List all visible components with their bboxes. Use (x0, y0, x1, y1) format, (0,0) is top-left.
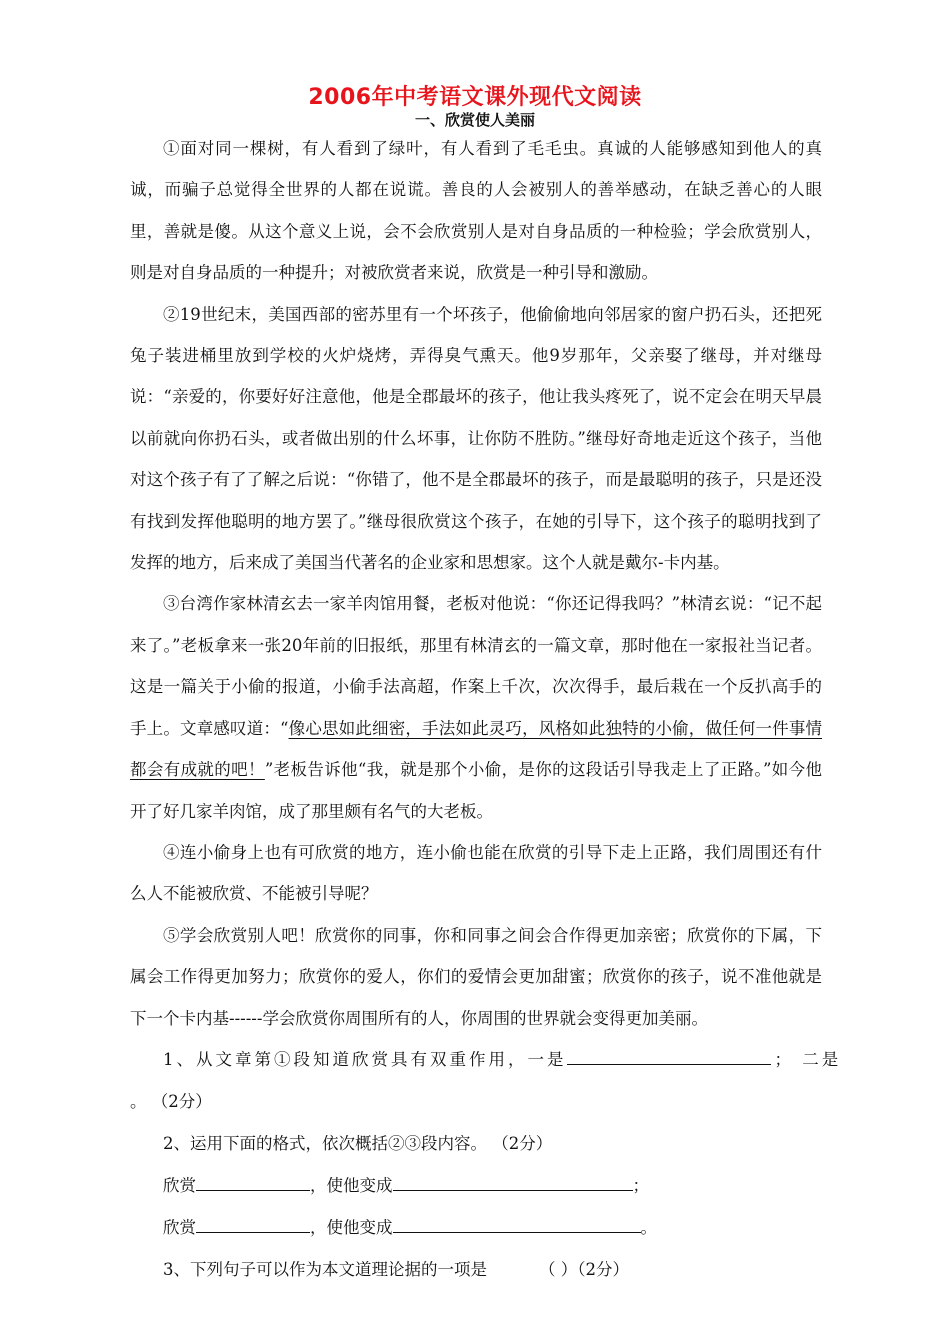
answer-blank-2d[interactable] (393, 1216, 641, 1233)
paragraph-2: ②19世纪末，美国西部的密苏里有一个坏孩子，他偷偷地向邻居家的窗户扔石头，还把死兔子装进桶里放到学校的火炉烧烤，弄得臭气熏天。他9岁那年，父亲娶了继母，并对继母说：“亲爱的，你要好好注意他，他是全郡最坏的孩子，他让我头疼死了，说不定会在明天早晨以前就向你扔石头，或者做出别的什么坏事，让你防不胜防。”继母好奇地走近这个孩子，当他对这个孩子有了了解之后说：“你错了，他不是全郡最坏的孩子，而是最聪明的孩子，只是还没有找到发挥他聪明的地方罢了。”继母很欣赏这个孩子，在她的引导下，这个孩子的聪明找到了发挥的地方，后来成了美国当代著名的企业家和思想家。这个人就是戴尔-卡内基。 (130, 304, 822, 573)
page-title: 2006年中考语文课外现代文阅读 (308, 85, 642, 110)
question-1-line-2: 。 （2分） (130, 1091, 212, 1111)
answer-blank-2b[interactable] (393, 1174, 633, 1191)
question-2-line-2: 欣赏 ，使他变成 。 (163, 1217, 657, 1237)
question-2-line-1: 欣赏 ，使他变成 ； (163, 1175, 649, 1195)
article-body (130, 128, 842, 1291)
paragraph-3-after: ”老板告诉他“我，就是那个小偷，是你的这段话引导我走上了正路。”如今他开了好几家羊肉馆，成了那里颇有名气的大老板。 (130, 760, 823, 821)
question-2: 2、运用下面的格式，依次概括②③段内容。 （2分） (163, 1133, 553, 1153)
paragraph-3-before: ③台湾作家林清玄去一家羊肉馆用餐，老板对他说：“你还记得我吗？”林清玄说：“记不起来了。”老板拿来一张20年前的旧报纸，那里有林清玄的一篇文章，那时他在一家报社当记者。这是一篇关于小偷的报道，小偷手法高超，作案上千次，次次得手，最后栽在一个反扒高手的手上。文章感叹道：“ (130, 594, 822, 738)
answer-bracket-3[interactable]: （ ）（2分） (539, 1259, 629, 1279)
section-title: 一、欣赏使人美丽 (414, 111, 535, 129)
paragraph-5: ⑤学会欣赏别人吧！欣赏你的同事，你和同事之间会合作得更加亲密；欣赏你的下属，下属会工作得更加努力；欣赏你的爱人，你们的爱情会更加甜蜜；欣赏你的孩子，说不准他就是下一个卡内基------学会欣赏你周围所有的人，你周围的世界就会变得更加美丽。 (130, 925, 822, 1028)
answer-blank-1[interactable] (567, 1048, 771, 1065)
paragraph-3 (130, 583, 822, 831)
question-1: 1、从文章第①段知道欣赏具有双重作用，一是 ； 二是 (163, 1049, 842, 1069)
answer-blank-2c[interactable] (196, 1216, 310, 1233)
underlined-quote: 像心思如此细密，手法如此灵巧，风格如此独特的小偷，做任何一件事情都会有成就的吧！ (130, 718, 823, 780)
paragraph-1: ①面对同一棵树，有人看到了绿叶，有人看到了毛毛虫。真诚的人能够感知到他人的真诚，而骗子总觉得全世界的人都在说谎。善良的人会被别人的善举感动，在缺乏善心的人眼里，善就是傻。从这个意义上说，会不会欣赏别人是对自身品质的一种检验；学会欣赏别人，则是对自身品质的一种提升；对被欣赏者来说，欣赏是一种引导和激励。 (130, 139, 822, 283)
answer-blank-2a[interactable] (196, 1174, 310, 1191)
question-3: 3、下列句子可以作为本文道理论据的一项是 （ ）（2分） (163, 1259, 629, 1279)
paragraph-4: ④连小偷身上也有可欣赏的地方，连小偷也能在欣赏的引导下走上正路，我们周围还有什么人不能被欣赏、不能被引导呢？ (130, 842, 822, 904)
